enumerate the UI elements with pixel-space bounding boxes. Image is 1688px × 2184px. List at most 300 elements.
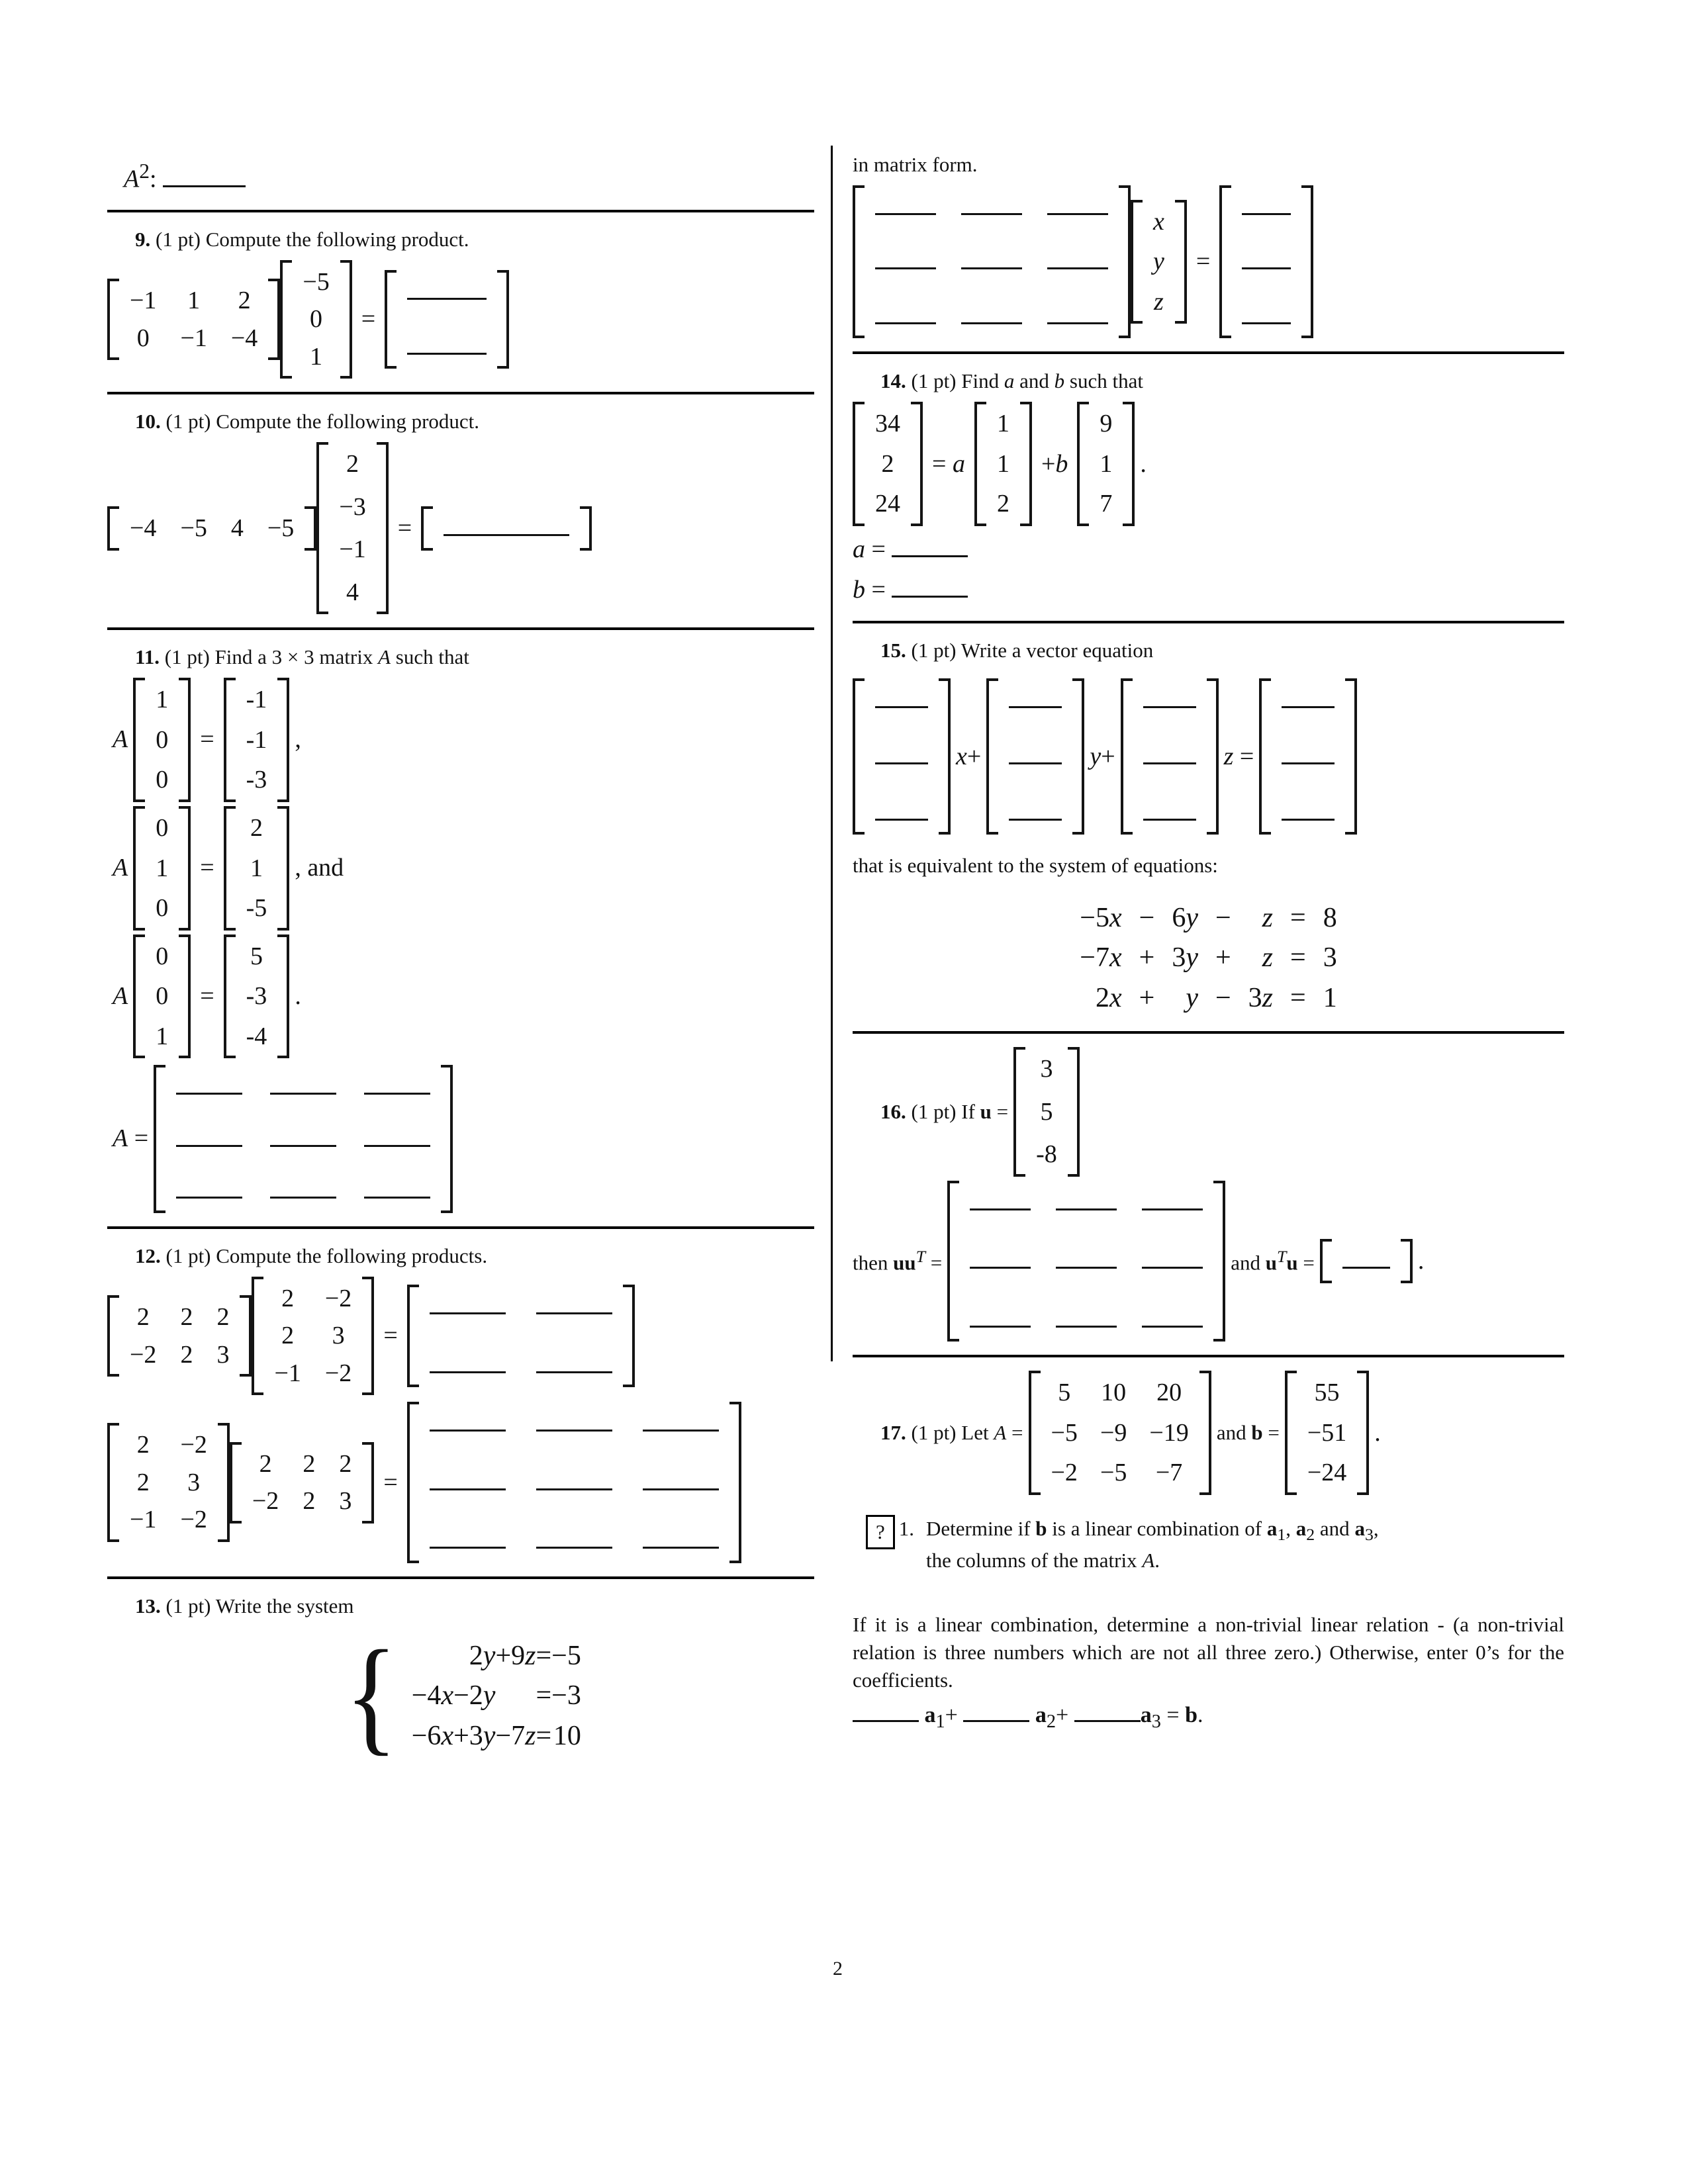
problem-title: (1 pt) Find a and b such that (906, 369, 1143, 393)
left-bracket (853, 185, 865, 339)
uTu-answer (1320, 1239, 1413, 1283)
equals-sign: = (200, 981, 214, 1010)
answer-blank (970, 1262, 1031, 1269)
answer-blank (875, 814, 928, 821)
answer-cell (407, 333, 487, 361)
answer-cell (875, 248, 936, 276)
question-line-2: the columns of the matrix A. (926, 1549, 1160, 1572)
answer-blank (643, 1425, 719, 1432)
answer-cell (1143, 743, 1196, 771)
answer-blank (1047, 263, 1108, 269)
matrix-cell: 10 (1101, 1379, 1127, 1407)
matrix-cell: -3 (246, 982, 267, 1011)
answer-cell (1282, 799, 1335, 827)
system-term: + (1139, 942, 1155, 974)
y-plus-label: y+ (1090, 742, 1115, 770)
a-squared-answer-line: $A^2$: (107, 158, 814, 197)
system-term: = (536, 1640, 552, 1671)
basis-vector (133, 678, 191, 802)
matrix-cell: −5 (1100, 1459, 1127, 1487)
matrix-cell: 2 (216, 1302, 230, 1331)
answer-cell (536, 1410, 612, 1438)
equals-sign: = (200, 725, 214, 754)
matrix-cell: −1 (339, 535, 366, 564)
equals-sign: = (361, 304, 376, 333)
right-bracket (1301, 185, 1313, 339)
right-bracket (218, 1423, 230, 1542)
problem-number: 11. (135, 645, 160, 669)
problem-17-heading (880, 1419, 1023, 1447)
right-bracket (1345, 678, 1357, 835)
matrix-cell: −2 (252, 1487, 279, 1516)
answer-blank (970, 1321, 1031, 1328)
answer-cell (1282, 686, 1335, 715)
answer-matrix (421, 506, 592, 551)
matrix-cell: −5 (1051, 1418, 1078, 1447)
answer-cell (407, 278, 487, 306)
matrix-cell: 0 (156, 766, 169, 794)
system-term: + (1215, 942, 1231, 974)
section-rule (107, 210, 814, 212)
answer-blank (961, 263, 1022, 269)
matrix-cell: 4 (230, 514, 244, 543)
answer-cell (875, 799, 928, 827)
matrix-factor-2 (280, 260, 352, 379)
section-rule (853, 351, 1564, 354)
problem-11-heading (107, 643, 814, 671)
problem-14-equation (853, 402, 1564, 526)
answer-cell (643, 1469, 719, 1497)
matrix-cell: 2 (136, 1468, 150, 1496)
problem-10-heading (107, 408, 814, 435)
matrix-cell: 2 (281, 1322, 295, 1350)
equals-sign: = (200, 854, 214, 882)
problem-number: 10. (135, 410, 161, 433)
variable-vector (1131, 200, 1187, 324)
answer-cell (1242, 193, 1291, 222)
b-answer-line: b = (853, 573, 1564, 607)
problem-number: 14. (880, 369, 906, 393)
answer-cell (364, 1073, 430, 1101)
answer-blank (1242, 318, 1291, 324)
answer-blank (407, 293, 487, 300)
matrix-factor-2 (252, 1277, 374, 1396)
answer-cell (1009, 799, 1062, 827)
answer-blank (853, 1715, 919, 1722)
answer-cell (875, 302, 936, 331)
answer-cell (970, 1306, 1031, 1334)
answer-blank (430, 1484, 506, 1490)
right-bracket (1072, 678, 1084, 835)
matrix-cell: −2 (324, 1284, 352, 1312)
left-bracket (1219, 185, 1231, 339)
matrix-cell: 0 (156, 813, 169, 842)
right-bracket (623, 1285, 635, 1387)
matrix-cell: −1 (130, 1506, 157, 1534)
answer-blank (430, 1542, 506, 1549)
answer-blank (444, 529, 569, 536)
answer-blank (1242, 208, 1291, 215)
system-term: = (536, 1720, 552, 1751)
left-bracket (107, 279, 119, 360)
left-bracket (224, 678, 236, 802)
left-bracket (947, 1181, 959, 1342)
equation-system (1071, 898, 1345, 1018)
system-term: + (1139, 982, 1155, 1013)
right-bracket (1068, 1047, 1080, 1177)
right-bracket (580, 506, 592, 551)
answer-cell (1142, 1247, 1203, 1275)
system-term: 2y (469, 1640, 496, 1671)
answer-cell (176, 1073, 242, 1101)
matrix-cell: 3 (339, 1487, 352, 1516)
equals-a-label: = a (932, 449, 965, 478)
matrix-cell: 3 (216, 1340, 230, 1369)
answer-blank (176, 1088, 242, 1095)
matrix-cell: 2 (881, 449, 894, 478)
section-rule (107, 627, 814, 630)
left-bracket (1285, 1371, 1297, 1495)
left-bracket (316, 442, 328, 614)
problem-title: (1 pt) Compute the following product. (160, 410, 480, 433)
answer-blank (1056, 1321, 1117, 1328)
left-column (107, 151, 814, 1768)
equals-sign: = (397, 514, 412, 542)
right-bracket (1175, 200, 1187, 324)
answer-blank (364, 1192, 430, 1199)
answer-cell (1342, 1247, 1390, 1275)
matrix-cell: 1 (156, 1022, 169, 1050)
problem-11-condition-3 (107, 934, 814, 1059)
matrix-cell: −2 (180, 1431, 207, 1459)
system-term: −6x (411, 1720, 454, 1751)
problem-number: 13. (135, 1594, 161, 1617)
answer-matrix (385, 270, 509, 369)
left-bracket (224, 806, 236, 931)
section-rule (107, 392, 814, 394)
answer-blank (1142, 1262, 1203, 1269)
right-bracket (362, 1277, 374, 1396)
system-term: −7x (1080, 942, 1122, 974)
answer-cell (1047, 248, 1108, 276)
equals-sign: = (383, 1468, 398, 1496)
problem-15-vector-equation (853, 678, 1564, 835)
matrix-cell: -4 (246, 1022, 267, 1050)
answer-cell (444, 514, 569, 543)
matrix-cell: 5 (1058, 1379, 1071, 1407)
answer-blank (643, 1484, 719, 1490)
matrix-cell: 5 (1040, 1097, 1053, 1126)
matrix-cell: -8 (1036, 1140, 1057, 1169)
matrix-A-symbol: A (113, 725, 128, 754)
answer-blank (1047, 208, 1108, 215)
matrix-A-symbol: A (113, 854, 128, 882)
matrix-factor-1 (107, 1295, 252, 1377)
problem-number: 16. (880, 1099, 906, 1123)
left-bracket (407, 1402, 419, 1563)
system-term: 3y (1172, 942, 1198, 974)
answer-cell (970, 1189, 1031, 1217)
answer-cell (270, 1177, 336, 1205)
answer-cell (1242, 302, 1291, 331)
problem-12-equation-1 (107, 1277, 814, 1396)
matrix-cell: 2 (238, 287, 251, 315)
left-bracket (385, 270, 397, 369)
problem-9-equation (107, 260, 814, 379)
answer-cell (536, 1293, 612, 1321)
answer-blank (176, 1140, 242, 1147)
answer-blank (270, 1088, 336, 1095)
matrix-cell: −19 (1149, 1418, 1189, 1447)
right-bracket (1401, 1239, 1413, 1283)
left-bracket (853, 402, 865, 526)
problem-11-condition-2 (107, 806, 814, 931)
matrix-cell: 2 (180, 1340, 193, 1369)
matrix-cell: −2 (324, 1359, 352, 1387)
matrix-cell: 5 (250, 942, 263, 970)
answer-blank (430, 1367, 506, 1373)
problem-12-equation-2 (107, 1402, 814, 1563)
right-bracket (277, 806, 289, 931)
matrix-cell: −9 (1100, 1418, 1127, 1447)
matrix-cell: 0 (156, 894, 169, 923)
system-term: −7z (495, 1720, 536, 1751)
matrix-cell: 1 (187, 287, 201, 315)
answer-matrix (154, 1065, 453, 1213)
matrix-cell: −2 (130, 1340, 157, 1369)
answer-cell (536, 1527, 612, 1555)
system-brace: { (345, 1623, 398, 1767)
answer-cell (961, 302, 1022, 331)
answer-blank (1282, 814, 1335, 821)
answer-cell (1142, 1306, 1203, 1334)
answer-blank (176, 1192, 242, 1199)
right-bracket (179, 678, 191, 802)
right-bracket (277, 678, 289, 802)
problem-15-text: that is equivalent to the system of equations: (853, 854, 1218, 878)
problem-number: 12. (135, 1244, 161, 1267)
matrix-cell: 1 (996, 410, 1009, 438)
matrix-cell: 0 (156, 942, 169, 970)
z-equals-label: z = (1223, 742, 1254, 770)
column-vector-factor (316, 442, 388, 614)
matrix-cell: 2 (259, 1449, 272, 1478)
system-term: z (1262, 942, 1274, 974)
equation-system (412, 1636, 581, 1756)
left-bracket (1077, 402, 1089, 526)
problem-16-heading-row (853, 1047, 1564, 1177)
left-bracket (154, 1065, 165, 1213)
problem-13-heading (107, 1592, 814, 1620)
problem-16-heading (880, 1098, 1008, 1126)
row-vector-factor (107, 506, 316, 551)
matrix-cell: 24 (875, 490, 900, 518)
A-matrix (1029, 1371, 1211, 1495)
left-bracket (1320, 1239, 1332, 1283)
left-bracket (1259, 678, 1271, 835)
answer-blank (270, 1140, 336, 1147)
problem-10-equation (107, 442, 814, 614)
matrix-cell: 7 (1100, 490, 1113, 518)
matrix-cell: −2 (180, 1506, 207, 1534)
matrix-cell: −7 (1155, 1459, 1183, 1487)
matrix-factor-1 (107, 1423, 230, 1542)
answer-cell (536, 1469, 612, 1497)
left-bracket (133, 806, 145, 931)
matrix-cell: 2 (996, 490, 1009, 518)
left-bracket (133, 934, 145, 1059)
answer-blank (1342, 1262, 1390, 1269)
matrix-cell: -1 (246, 686, 267, 714)
answer-cell (270, 1073, 336, 1101)
problem-13-system (107, 1623, 814, 1767)
problem-number: 15. (880, 638, 906, 662)
answer-blank (875, 758, 928, 764)
separator-text: , (295, 725, 301, 754)
answer-cell (961, 193, 1022, 222)
matrix-factor-1 (107, 279, 280, 360)
equals-sign: = (383, 1321, 398, 1349)
answer-blank (1143, 814, 1196, 821)
answer-blank (892, 591, 968, 598)
system-term: +9z (495, 1640, 536, 1671)
answer-cell (176, 1125, 242, 1154)
right-bracket (1207, 678, 1219, 835)
system-term: −5x (1080, 902, 1122, 933)
left-bracket (1013, 1047, 1025, 1177)
matrix-cell: 2 (136, 1431, 150, 1459)
matrix-cell: x (1153, 207, 1164, 236)
problem-title: (1 pt) If u = (906, 1099, 1009, 1123)
left-bracket (133, 678, 145, 802)
answer-cell (430, 1410, 506, 1438)
matrix-cell: −1 (274, 1359, 301, 1387)
matrix-cell: −5 (267, 514, 295, 543)
matrix-cell: 1 (250, 854, 263, 882)
separator-text: . (295, 981, 301, 1010)
problem-11-answer (107, 1065, 814, 1213)
section-rule (107, 1226, 814, 1229)
problem-title: (1 pt) Write the system (160, 1594, 354, 1617)
matrix-cell: 55 (1314, 1379, 1340, 1407)
answer-cell (1009, 743, 1062, 771)
question-text (926, 1515, 1379, 1574)
system-term: −2y (453, 1680, 496, 1711)
right-bracket (939, 678, 951, 835)
matrix-cell: 3 (332, 1322, 345, 1350)
problem-number: 17. (880, 1421, 906, 1445)
u-vector (1013, 1047, 1080, 1177)
answer-blank (1143, 758, 1196, 764)
right-bracket (340, 260, 352, 379)
image-vector (224, 678, 290, 802)
basis-vector (133, 934, 191, 1059)
answer-blank (163, 181, 246, 187)
right-bracket (1020, 402, 1032, 526)
system-term: −5 (551, 1640, 581, 1671)
A-equals-label: A = (113, 1124, 149, 1153)
matrix-cell: 4 (346, 578, 359, 606)
answer-cell (643, 1527, 719, 1555)
question-line-1: Determine if b is a linear combination of $a_1$, $a_2$ and $a_3$, (926, 1516, 1379, 1545)
system-term (495, 1698, 536, 1704)
problem-title: (1 pt) Find a 3 × 3 matrix A such that (160, 645, 469, 669)
column-divider (831, 146, 833, 1361)
right-bracket (179, 934, 191, 1059)
answer-cell (1056, 1247, 1117, 1275)
coefficient-answer-matrix (853, 185, 1131, 339)
system-term: = (536, 1680, 552, 1711)
answer-blank (643, 1542, 719, 1549)
answer-blank (1074, 1715, 1141, 1722)
matrix-cell: 2 (136, 1302, 150, 1331)
problem-17-definition-row (853, 1371, 1564, 1495)
problem-title: (1 pt) Compute the following product. (150, 227, 469, 251)
answer-blank (961, 318, 1022, 324)
b-vector (1285, 1371, 1369, 1495)
left-bracket (107, 1423, 119, 1542)
system-term: − (1215, 982, 1231, 1013)
matrix-cell: 2 (250, 813, 263, 842)
problem-12-heading (107, 1242, 814, 1270)
question-mark-box: ? (866, 1515, 895, 1549)
answer-vector-rhs (1259, 678, 1357, 835)
matrix-cell: 0 (136, 324, 150, 352)
answer-cell (1047, 302, 1108, 331)
answer-cell (1009, 686, 1062, 715)
answer-blank (430, 1308, 506, 1314)
answer-blank (1142, 1204, 1203, 1210)
system-term: 3 (1323, 942, 1337, 974)
answer-cell (430, 1351, 506, 1380)
left-bracket (1131, 200, 1143, 324)
matrix-cell: 0 (156, 982, 169, 1011)
vector-2 (1077, 402, 1135, 526)
problem-17-instructions: If it is a linear combination, determine a non-trivial linear relation - (a non-trivial relation is three numbers which are not all three zero.) Otherwise, enter 0’s for the coefficients. (853, 1612, 1564, 1692)
system-term: = (1290, 982, 1306, 1013)
linear-combination-answer-line: $a_1+ a_2+ a_3 = b$. (853, 1700, 1564, 1735)
matrix-cell: −5 (180, 514, 207, 543)
system-term: 6y (1172, 902, 1198, 933)
answer-blank (1282, 758, 1335, 764)
answer-matrix (407, 1285, 635, 1387)
right-bracket (1357, 1371, 1369, 1495)
answer-blank (875, 208, 936, 215)
matrix-cell: 2 (346, 450, 359, 478)
left-bracket (107, 1295, 119, 1377)
answer-blank (536, 1367, 612, 1373)
problem-title: (1 pt) Let A = (906, 1421, 1023, 1445)
matrix-cell: 2 (303, 1487, 316, 1516)
right-bracket (1213, 1181, 1225, 1342)
system-term: −3 (551, 1680, 581, 1711)
answer-blank (536, 1425, 612, 1432)
and-uTu-label: and $u^Tu$ = (1231, 1246, 1315, 1275)
right-bracket (1123, 402, 1135, 526)
answer-blank (875, 318, 936, 324)
matrix-cell: −24 (1307, 1459, 1347, 1487)
matrix-A-symbol: A (113, 981, 128, 1010)
answer-matrix (407, 1402, 741, 1563)
left-bracket (853, 678, 865, 835)
answer-blank (1009, 702, 1062, 708)
answer-cell (536, 1351, 612, 1380)
right-bracket (1119, 185, 1131, 339)
answer-cell (1282, 743, 1335, 771)
system-term: 10 (553, 1720, 581, 1751)
answer-blank (970, 1204, 1031, 1210)
matrix-cell: −3 (339, 492, 366, 521)
